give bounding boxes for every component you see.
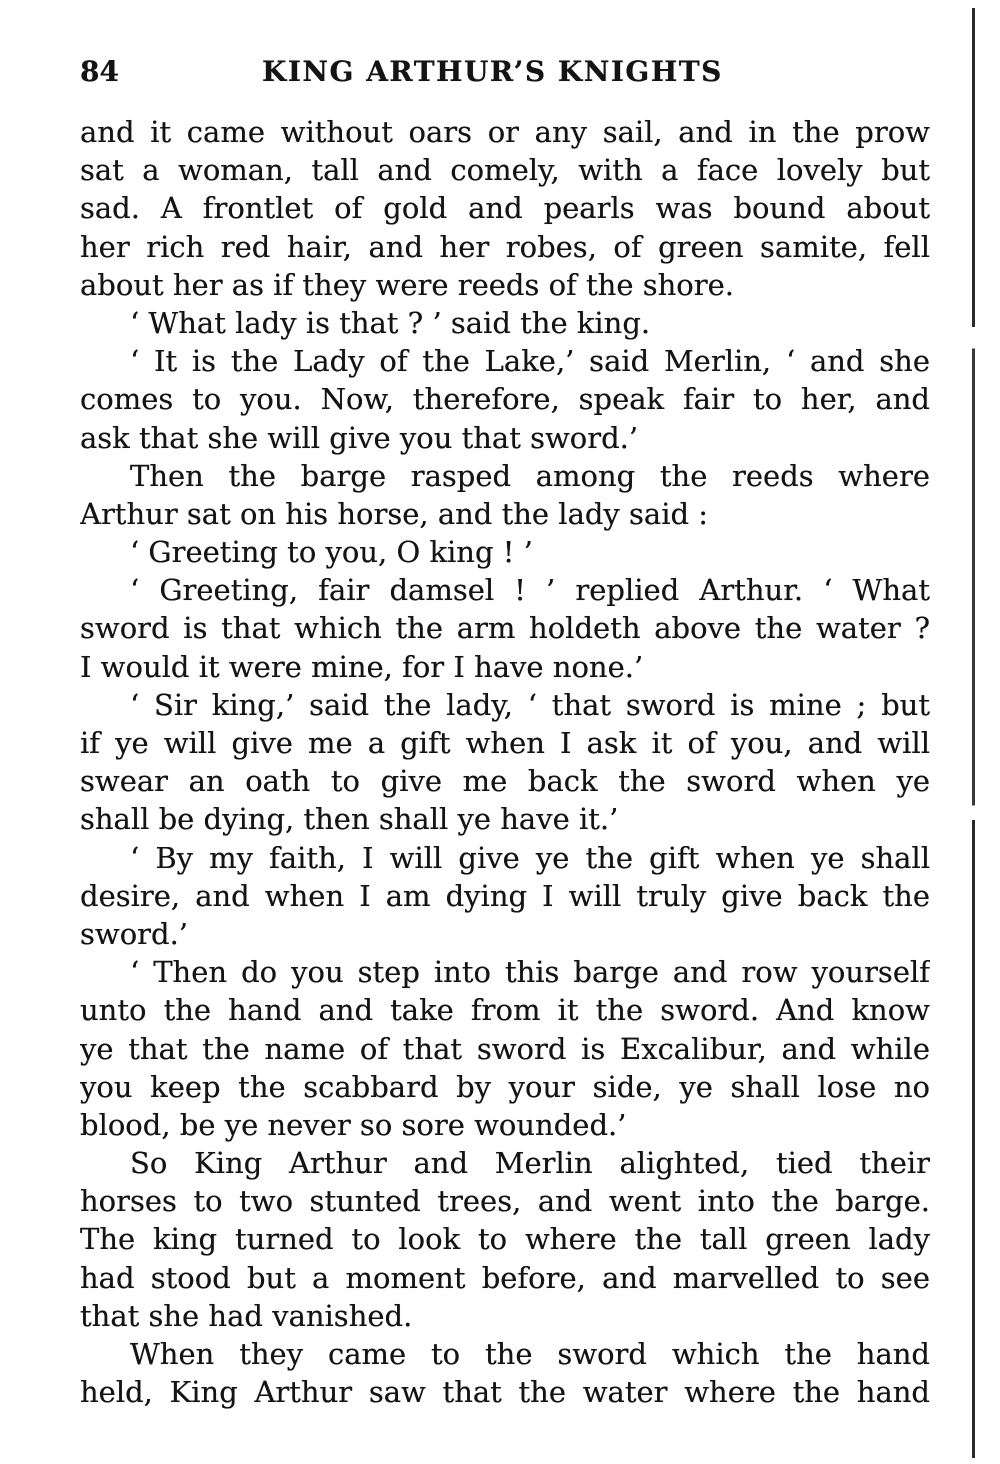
text-line: and it came without oars or any sail, and in the prow xyxy=(80,115,930,149)
text-line: blood, be ye never so sore wounded.’ xyxy=(80,1107,627,1142)
body-text xyxy=(80,113,930,1411)
text-line: unto the hand and take from it the sword. And know xyxy=(80,993,930,1028)
paragraph xyxy=(80,1144,930,1335)
text-line: ‘ It is the Lady of the Lake,’ said Merlin, ‘ and she xyxy=(130,344,930,379)
text-line: sword.’ xyxy=(80,916,189,951)
text-line: ‘ Greeting, fair damsel ! ’ replied Arthur. ‘ What xyxy=(130,573,930,608)
text-line: her rich red hair, and her robes, of green samite, fell xyxy=(80,229,930,264)
paragraph xyxy=(80,953,930,1144)
scan-edge-line xyxy=(972,8,975,1458)
text-line: I would it were mine, for I have none.’ xyxy=(80,649,644,684)
paragraph xyxy=(80,533,930,571)
text-line: if ye will give me a gift when I ask it of you, and will xyxy=(80,726,930,760)
text-line: ye that the name of that sword is Excalibur, and while xyxy=(80,1031,930,1066)
paragraph xyxy=(80,571,930,686)
page-number: 84 xyxy=(80,55,119,88)
text-line: ‘ Sir king,’ said the lady, ‘ that sword is mine ; but xyxy=(130,687,930,722)
text-line: sword is that which the arm holdeth above the water ? xyxy=(80,611,930,646)
text-line: horses to two stunted trees, and went into the barge. xyxy=(80,1184,930,1219)
text-line: that she had vanished. xyxy=(80,1298,413,1333)
text-line: ask that she will give you that sword.’ xyxy=(80,420,639,455)
text-line: comes to you. Now, therefore, speak fair to her, and xyxy=(80,382,930,417)
text-line: sad. A frontlet of gold and pearls was bound about xyxy=(80,191,930,226)
text-line: ‘ Greeting to you, O king ! ’ xyxy=(130,535,533,570)
paragraph xyxy=(80,304,930,342)
paragraph xyxy=(80,113,930,304)
text-line: Arthur sat on his horse, and the lady said : xyxy=(80,496,709,531)
text-line: you keep the scabbard by your side, ye shall lose no xyxy=(80,1069,930,1104)
text-line: When they came to the sword which the hand xyxy=(130,1337,930,1371)
text-line: The king turned to look to where the tall green lady xyxy=(80,1222,930,1257)
paragraph xyxy=(80,839,930,954)
text-line: swear an oath to give me back the sword when ye xyxy=(80,764,930,799)
paragraph xyxy=(80,342,930,457)
text-line: shall be dying, then shall ye have it.’ xyxy=(80,802,619,837)
text-line: Then the barge rasped among the reeds where xyxy=(130,458,930,493)
text-line: So King Arthur and Merlin alighted, tied their xyxy=(130,1146,930,1181)
text-line: ‘ What lady is that ? ’ said the king. xyxy=(130,305,651,340)
text-line: ‘ Then do you step into this barge and row yourself xyxy=(130,955,930,990)
text-line: sat a woman, tall and comely, with a face lovely but xyxy=(80,153,930,188)
text-line: had stood but a moment before, and marvelled to see xyxy=(80,1260,930,1295)
text-line: ‘ By my faith, I will give ye the gift when ye shall xyxy=(130,840,930,875)
running-head: KING ARTHUR’S KNIGHTS xyxy=(262,55,723,88)
paragraph xyxy=(80,1335,930,1411)
paragraph xyxy=(80,457,930,533)
text-line: held, King Arthur saw that the water where the hand xyxy=(80,1375,930,1410)
text-line: about her as if they were reeds of the shore. xyxy=(80,267,734,302)
text-line: desire, and when I am dying I will truly give back the xyxy=(80,878,930,913)
paragraph xyxy=(80,686,930,839)
